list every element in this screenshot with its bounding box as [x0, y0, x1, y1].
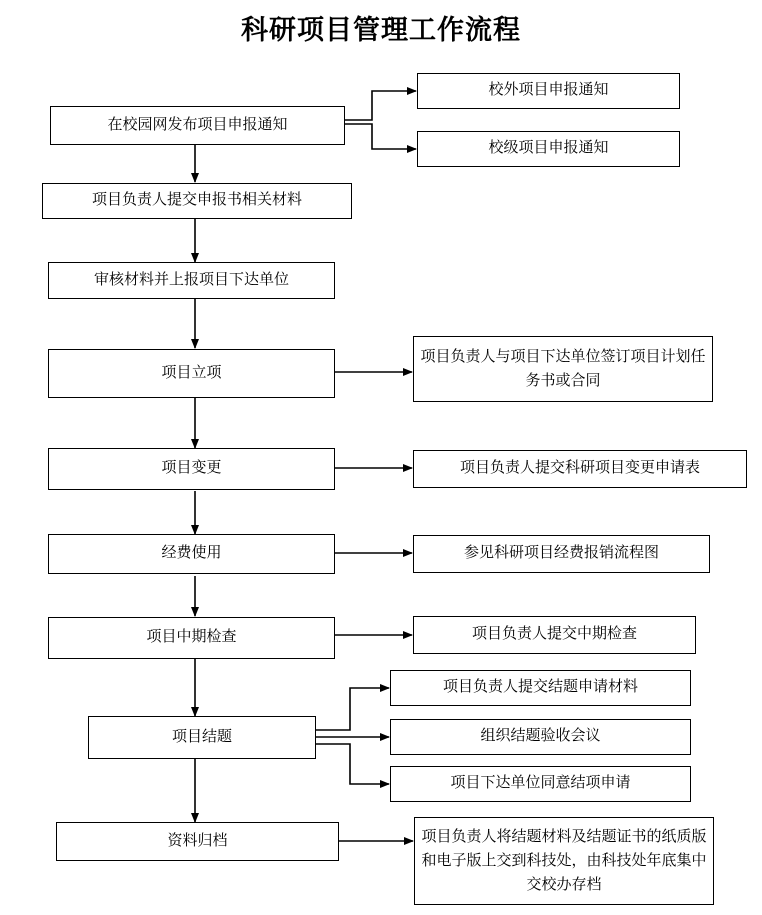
- node-sign-contract[interactable]: 项目负责人与项目下达单位签订项目计划任务书或合同: [413, 336, 713, 402]
- node-project-conclusion[interactable]: 项目结题: [88, 716, 316, 759]
- node-publish-notice[interactable]: 在校园网发布项目申报通知: [50, 106, 345, 145]
- node-archive-detail[interactable]: 项目负责人将结题材料及结题证书的纸质版和电子版上交到科技处，由科技处年底集中交校办存档: [414, 817, 714, 905]
- connector-publish-offcampus: [345, 91, 416, 120]
- node-schoollevel-notice[interactable]: 校级项目申报通知: [417, 131, 680, 167]
- connector-conclusion-materials: [316, 688, 389, 730]
- node-review-report[interactable]: 审核材料并上报项目下达单位: [48, 262, 335, 299]
- node-conclusion-materials[interactable]: 项目负责人提交结题申请材料: [390, 670, 691, 706]
- node-conclusion-meeting[interactable]: 组织结题验收会议: [390, 719, 691, 755]
- page-title: 科研项目管理工作流程: [241, 15, 521, 45]
- connector-conclusion-agree: [316, 744, 389, 784]
- node-mid-submit[interactable]: 项目负责人提交中期检查: [413, 616, 696, 654]
- node-funds-usage[interactable]: 经费使用: [48, 534, 335, 574]
- node-project-approval[interactable]: 项目立项: [48, 349, 335, 398]
- node-offcampus-notice[interactable]: 校外项目申报通知: [417, 73, 680, 109]
- node-change-form[interactable]: 项目负责人提交科研项目变更申请表: [413, 450, 747, 488]
- node-conclusion-agreement[interactable]: 项目下达单位同意结项申请: [390, 766, 691, 802]
- node-project-change[interactable]: 项目变更: [48, 448, 335, 490]
- node-mid-check[interactable]: 项目中期检查: [48, 617, 335, 659]
- node-archive[interactable]: 资料归档: [56, 822, 339, 861]
- node-funds-flowchart[interactable]: 参见科研项目经费报销流程图: [413, 535, 710, 573]
- node-submit-materials[interactable]: 项目负责人提交申报书相关材料: [42, 183, 352, 219]
- connector-publish-schoollevel: [345, 124, 416, 149]
